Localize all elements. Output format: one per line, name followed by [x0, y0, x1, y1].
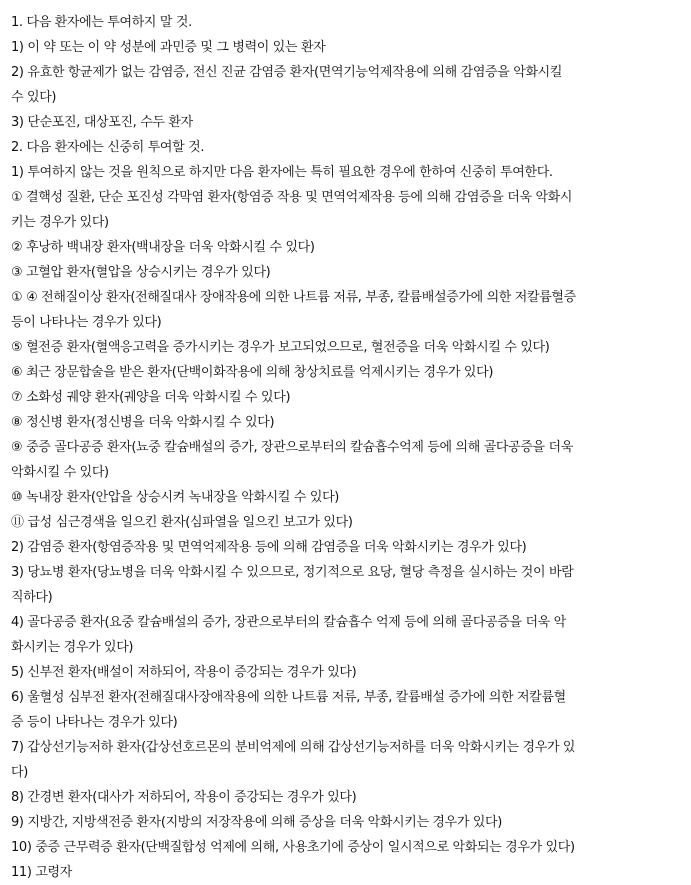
doc-line: 악화시킬 수 있다): [11, 465, 109, 480]
doc-line: ⑩ 녹내장 환자(안압을 상승시켜 녹내장을 악화시킬 수 있다): [11, 490, 340, 505]
doc-line: 수 있다): [11, 90, 57, 105]
doc-line: 키는 경우가 있다): [11, 215, 109, 230]
doc-line: 4) 골다공증 환자(요중 칼슘배설의 증가, 장관으로부터의 칼슘흡수 억제 등에 의해 골다공증을 더욱 악: [11, 615, 566, 630]
document-body: [4, 0, 686, 885]
doc-line: 1. 다음 환자에는 투여하지 말 것.: [11, 15, 192, 30]
doc-line: 9) 지방간, 지방색전증 환자(지방의 저장작용에 의해 증상을 더욱 악화시키는 경우가 있다): [11, 815, 502, 830]
doc-line: ③ 고혈압 환자(혈압을 상승시키는 경우가 있다): [11, 265, 271, 280]
doc-line: 화시키는 경우가 있다): [11, 640, 134, 655]
doc-line: ⑨ 중증 골다공증 환자(뇨중 칼슘배설의 증가, 장관으로부터의 칼슘흡수억제 등에 의해 골다공증을 더욱: [11, 440, 573, 455]
doc-line: 3) 당뇨병 환자(당뇨병을 더욱 악화시킬 수 있으므로, 정기적으로 요당, 혈당 측정을 실시하는 것이 바람: [11, 565, 574, 580]
doc-line: ⑪ 급성 심근경색을 일으킨 환자(심파열을 일으킨 보고가 있다): [11, 515, 353, 530]
doc-line: ② 후낭하 백내장 환자(백내장을 더욱 악화시킬 수 있다): [11, 240, 315, 255]
doc-line: 2. 다음 환자에는 신중히 투여할 것.: [11, 140, 205, 155]
doc-line: 2) 감염증 환자(항염증작용 및 면역억제작용 등에 의해 감염증을 더욱 악화시키는 경우가 있다): [11, 540, 527, 555]
doc-line: 다): [11, 765, 28, 780]
doc-line: 증 등이 나타나는 경우가 있다): [11, 715, 178, 730]
doc-line: 8) 간경변 환자(대사가 저하되어, 작용이 증강되는 경우가 있다): [11, 790, 357, 805]
doc-line: 직하다): [11, 590, 53, 605]
doc-line: 11) 고령자: [11, 865, 72, 880]
doc-line: 2) 유효한 항균제가 없는 감염증, 전신 진균 감염증 환자(면역기능억제작용에 의해 감염증을 악화시킬: [11, 65, 563, 80]
doc-line: 1) 투여하지 않는 것을 원칙으로 하지만 다음 환자에는 특히 필요한 경우에 한하여 신중히 투여한다.: [11, 165, 553, 180]
doc-line: ⑤ 혈전증 환자(혈액응고력을 증가시키는 경우가 보고되었으므로, 혈전증을 더욱 악화시킬 수 있다): [11, 340, 550, 355]
doc-line: 3) 단순포진, 대상포진, 수두 환자: [11, 115, 193, 130]
doc-line: 7) 갑상선기능저하 환자(갑상선호르몬의 분비억제에 의해 갑상선기능저하를 더욱 악화시키는 경우가 있: [11, 740, 576, 755]
doc-line: 5) 신부전 환자(배설이 저하되어, 작용이 증강되는 경우가 있다): [11, 665, 357, 680]
doc-line: ⑧ 정신병 환자(정신병을 더욱 악화시킬 수 있다): [11, 415, 275, 430]
doc-line: 10) 중증 근무력증 환자(단백질합성 억제에 의해, 사용초기에 증상이 일시적으로 악화되는 경우가 있다): [11, 840, 575, 855]
doc-line: 6) 울혈성 심부전 환자(전해질대사장애작용에 의한 나트륨 저류, 부종, 칼륨배설 증가에 의한 저칼륨혈: [11, 690, 566, 705]
doc-line: ① 결핵성 질환, 단순 포진성 각막염 환자(항염증 작용 및 면역억제작용 등에 의해 감염증을 더욱 악화시: [11, 190, 573, 205]
doc-line: ⑥ 최근 장문합술을 받은 환자(단백이화작용에 의해 창상치료를 억제시키는 경우가 있다): [11, 365, 494, 380]
doc-line: 1) 이 약 또는 이 약 성분에 과민증 및 그 병력이 있는 환자: [11, 40, 326, 55]
doc-line: ① ④ 전해질이상 환자(전해질대사 장애작용에 의한 나트륨 저류, 부종, 칼륨배설증가에 의한 저칼륨혈증: [11, 290, 576, 305]
doc-line: 등이 나타나는 경우가 있다): [11, 315, 162, 330]
doc-line: ⑦ 소화성 궤양 환자(궤양을 더욱 악화시킬 수 있다): [11, 390, 291, 405]
